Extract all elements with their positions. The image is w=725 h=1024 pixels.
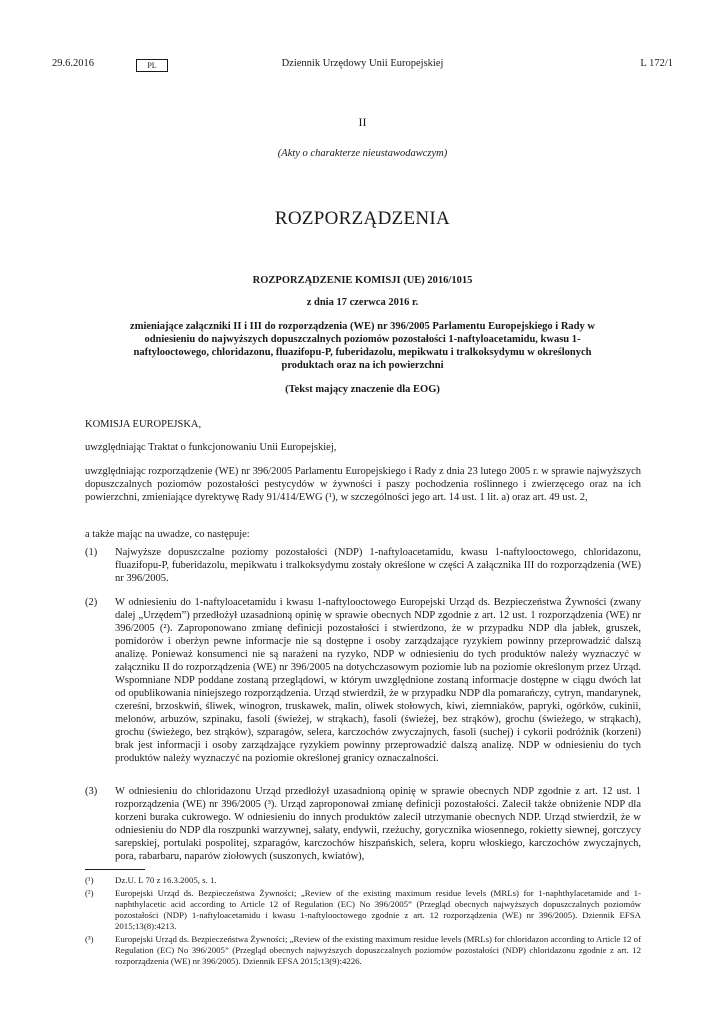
footnote-text: Dz.U. L 70 z 16.3.2005, s. 1. xyxy=(115,875,217,885)
recital-text: W odniesieniu do chloridazonu Urząd przedłożył uzasadnioną opinię w sprawie obecnych NDP zgodnie z art. 12 ust. 1 rozporządzenia (WE) nr 396/2005 (³). Urząd zaproponował zmianę definicji pozostałości. Zalecił także obniżenie NDP dla korzeni buraka cukrowego. W odniesieniu do innych produktów zalecił utrzymanie obecnych NDP. Urząd stwierdził, że w odniesieniu do NDP dla roszpunki warzywnej, sałaty, endywii, rzeżuchy, gorycznika wiosennego, rokietty siewnej, gorczycy sarepskiej, portulaki pospolitej, szparagów, karczochów hiszpańskich, selera, kopru włoskiego, karczochów zwyczajnych, pora, rabarbaru, naparów ziołowych (suszonych, kwiatów), xyxy=(115,786,641,862)
footnote xyxy=(85,875,641,886)
recital xyxy=(85,546,641,585)
section-number: II xyxy=(358,115,367,129)
footnote-divider xyxy=(85,869,145,870)
section-subtitle: (Akty o charakterze nieustawodawczym) xyxy=(277,148,448,159)
footnote-number: (¹) xyxy=(85,875,94,885)
regulation-title: ROZPORZĄDZENIE KOMISJI (UE) 2016/1015 xyxy=(252,275,473,286)
preamble-treaty: uwzględniając Traktat o funkcjonowaniu Unii Europejskiej, xyxy=(85,442,337,453)
regulation-date: z dnia 17 czerwca 2016 r. xyxy=(306,297,419,308)
footnote xyxy=(85,888,641,932)
page-reference: L 172/1 xyxy=(640,58,673,69)
journal-name: Dziennik Urzędowy Unii Europejskiej xyxy=(281,58,444,69)
publication-date: 29.6.2016 xyxy=(52,58,94,69)
preamble-organization: KOMISJA EUROPEJSKA, xyxy=(85,419,202,430)
regulation-subject: zmieniające załączniki II i III do rozporządzenia (WE) nr 396/2005 Parlamentu Europejskiego i Rady w odniesieniu do najwyższych dopuszczalnych poziomów pozostałości 1-naftyloacetamidu, kwasu 1-naftylooctowego, chloridazonu, fluazifopu-P, fuberidazolu, mepikwatu i tralkoksydymu w określonych produktach oraz na ich powierzchni xyxy=(130,321,595,371)
footnote-text: Europejski Urząd ds. Bezpieczeństwa Żywności; „Review of the existing maximum residue levels (MRLs) for 1-naphthylacetamide and 1-naphthylacetic acid according to Article 12 of Regulation (EC) No 396/2005” (Przegląd obecnych najwyższych dopuszczalnych poziomów pozostałości (NDP) 1-naftyloacetamidu i kwasu 1-naftylooctowego zgodnie z art. 12 rozporządzenia (WE) nr 396/2005). Dziennik EFSA 2015;13(8):4213. xyxy=(115,888,641,931)
recital-number: (2) xyxy=(85,597,98,608)
recital-number: (1) xyxy=(85,547,98,558)
preamble-whereas: a także mając na uwadze, co następuje: xyxy=(85,529,250,540)
footnote-number: (²) xyxy=(85,888,94,898)
footnote-text: Europejski Urząd ds. Bezpieczeństwa Żywności; „Review of the existing maximum residue levels (MRLs) for chloridazon according to Article 12 of Regulation (EC) No 396/2005” (Przegląd obecnych najwyższych dopuszczalnych poziomów pozostałości (NDP) chloridazonu zgodnie z art. 12 rozporządzenia (WE) nr 396/2005). Dziennik EFSA 2015;13(9):4226. xyxy=(115,934,641,966)
recital-number: (3) xyxy=(85,786,98,797)
footnote xyxy=(85,934,641,967)
footnotes xyxy=(85,875,641,969)
recital xyxy=(85,785,641,863)
eea-relevance-note: (Tekst mający znaczenie dla EOG) xyxy=(285,384,440,395)
main-title: ROZPORZĄDZENIA xyxy=(274,208,451,229)
preamble-regulation-reference: uwzględniając rozporządzenie (WE) nr 396/2005 Parlamentu Europejskiego i Rady z dnia 23 lutego 2005 r. w sprawie najwyższych dopuszczalnych poziomów pozostałości pestycydów w żywności i paszy pochodzenia roślinnego i zwierzęcego oraz na ich powierzchni, zmieniające dyrektywę Rady 91/414/EWG (¹), w szczególności jego art. 14 ust. 1 lit. a) oraz art. 49 ust. 2, xyxy=(85,466,641,503)
recital-text: W odniesieniu do 1-naftyloacetamidu i kwasu 1-naftylooctowego Europejski Urząd ds. Bezpieczeństwa Żywności (zwany dalej „Urzędem”) przedłożył uzasadnioną opinię w sprawie obecnych NDP zgodnie z art. 12 ust. 1 rozporządzenia (WE) nr 396/2005 (²). Zaproponowano zmianę definicji pozostałości i stwierdzono, że w przypadku NDP dla jabłek, gruszek, pomidorów i oberżyn pewne informacje nie są dostępne i osoby zarządzające ryzykiem powinny przeprowadzić dalszą analizę. Ponieważ konsumenci nie są narażeni na ryzyko, NDP w odniesieniu do tych produktów należy wyznaczyć w załączniku II do rozporządzenia (WE) nr 396/2005 na dotychczasowym poziomie lub na poziomie określonym przez Urząd. Wspomniane NDP poddane zostaną przeglądowi, w którym uwzględnione zostaną informacje dostępne w ciągu dwóch lat od opublikowania niniejszego rozporządzenia. Urząd stwierdził, że w przypadku NDP dla pomarańczy, cytryn, mandarynek, czereśni, brzoskwiń, śliwek, winogron, truskawek, malin, oliwek stołowych, kiwi, ziemniaków, papryki, ogórków, cukinii, melonów, arbuzów, szpinaku, fasoli (świeżej, w strąkach), fasoli (świeżej, bez strąków), grochu (świeżego, w strąkach), grochu (świeżego, bez strąków), szparagów, selera, karczochów zwyczajnych, fasoli (suchej) i cykorii podróżnik (korzeni) brak jest informacji i osoby zarządzające ryzykiem powinny przeprowadzić dalszą analizę. NDP w odniesieniu do tych produktów należy wyznaczyć na poziomie określonej granicy oznaczalności. xyxy=(115,597,641,764)
page-header xyxy=(52,58,673,74)
language-badge: PL xyxy=(136,59,168,72)
recital xyxy=(85,596,641,765)
recital-text: Najwyższe dopuszczalne poziomy pozostałości (NDP) 1-naftyloacetamidu, kwasu 1-naftylooctowego, chloridazonu, fluazifopu-P, fuberidazolu, mepikwatu i tralkoksydymu zostały określone w części A załącznika III do rozporządzenia (WE) nr 396/2005. xyxy=(115,547,641,584)
footnote-number: (³) xyxy=(85,934,94,944)
